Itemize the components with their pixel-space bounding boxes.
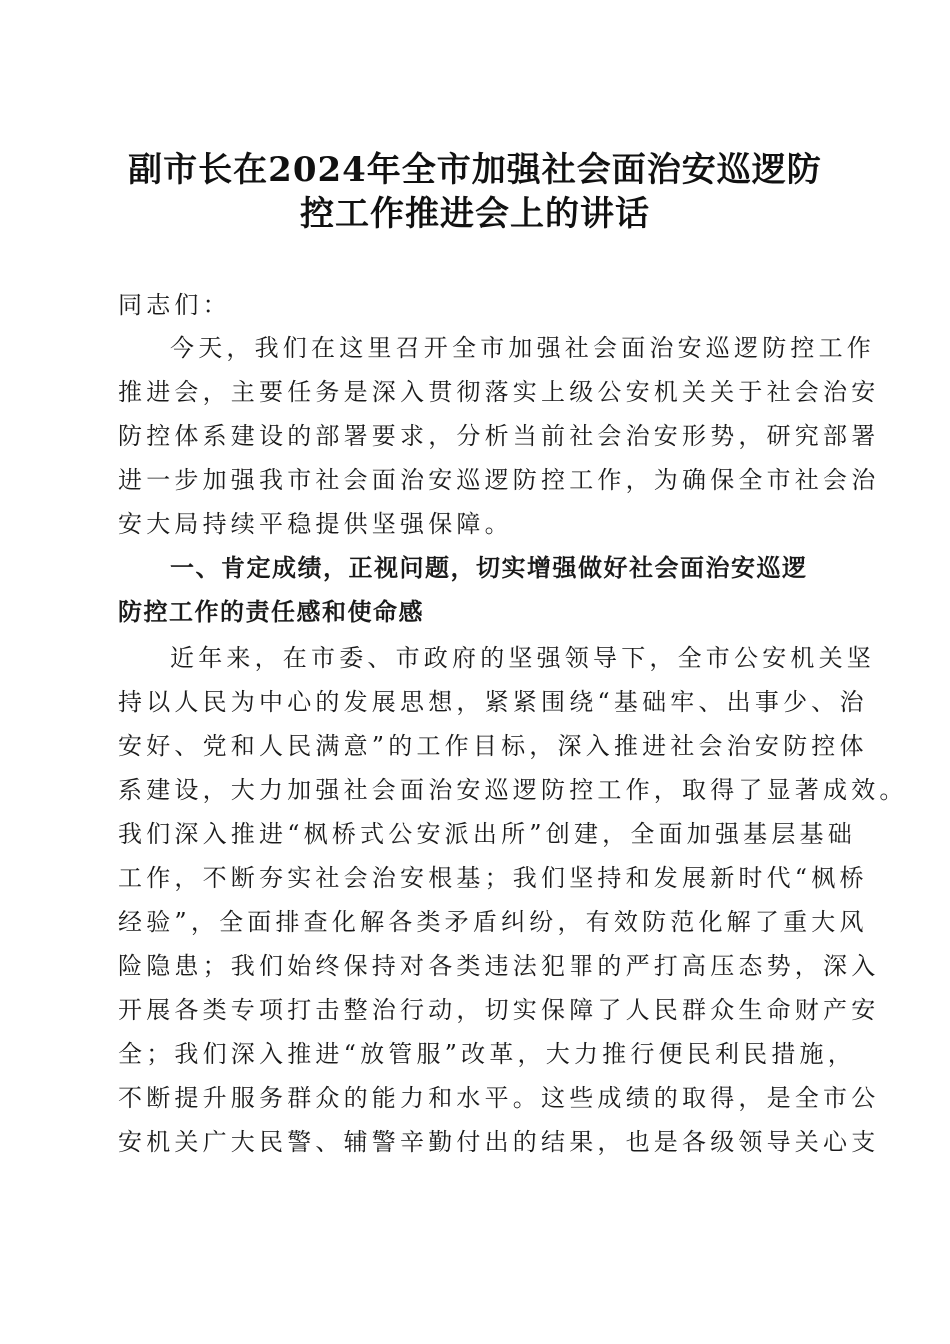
- document-title-line-2: 控工作推进会上的讲话: [300, 194, 650, 234]
- paragraph-line: 进一步加强我市社会面治安巡逻防控工作，为确保全市社会治: [118, 466, 880, 494]
- paragraph-line: 今天，我们在这里召开全市加强社会面治安巡逻防控工作: [170, 334, 875, 362]
- section-heading-line: 防控工作的责任感和使命感: [118, 598, 424, 626]
- paragraph-line: 经验”，全面排查化解各类矛盾纠纷，有效防范化解了重大风: [118, 908, 868, 936]
- paragraph-line: 不断提升服务群众的能力和水平。这些成绩的取得，是全市公: [118, 1084, 880, 1112]
- document-title-line-1: 副市长在2024年全市加强社会面治安巡逻防: [128, 150, 822, 190]
- paragraph-line: 系建设，大力加强社会面治安巡逻防控工作，取得了显著成效。: [118, 776, 908, 804]
- paragraph-line: 持以人民为中心的发展思想，紧紧围绕“基础牢、出事少、治: [118, 688, 868, 716]
- paragraph-line: 开展各类专项打击整治行动，切实保障了人民群众生命财产安: [118, 996, 880, 1024]
- paragraph-line: 近年来，在市委、市政府的坚强领导下，全市公安机关坚: [170, 644, 875, 672]
- paragraph-line: 我们深入推进“枫桥式公安派出所”创建，全面加强基层基础: [118, 820, 856, 848]
- section-heading-line: 一、肯定成绩，正视问题，切实增强做好社会面治安巡逻: [170, 554, 808, 582]
- paragraph-line: 险隐患；我们始终保持对各类违法犯罪的严打高压态势，深入: [118, 952, 880, 980]
- paragraph-line: 推进会，主要任务是深入贯彻落实上级公安机关关于社会治安: [118, 378, 880, 406]
- paragraph-line: 安大局持续平稳提供坚强保障。: [118, 510, 513, 538]
- paragraph-line: 安机关广大民警、辅警辛勤付出的结果，也是各级领导关心支: [118, 1128, 880, 1156]
- salutation: 同志们：: [118, 291, 231, 319]
- paragraph-line: 防控体系建设的部署要求，分析当前社会治安形势，研究部署: [118, 422, 880, 450]
- paragraph-line: 安好、党和人民满意”的工作目标，深入推进社会治安防控体: [118, 732, 868, 760]
- paragraph-line: 工作，不断夯实社会治安根基；我们坚持和发展新时代“枫桥: [118, 864, 868, 892]
- paragraph-line: 全；我们深入推进“放管服”改革，大力推行便民利民措施，: [118, 1040, 856, 1068]
